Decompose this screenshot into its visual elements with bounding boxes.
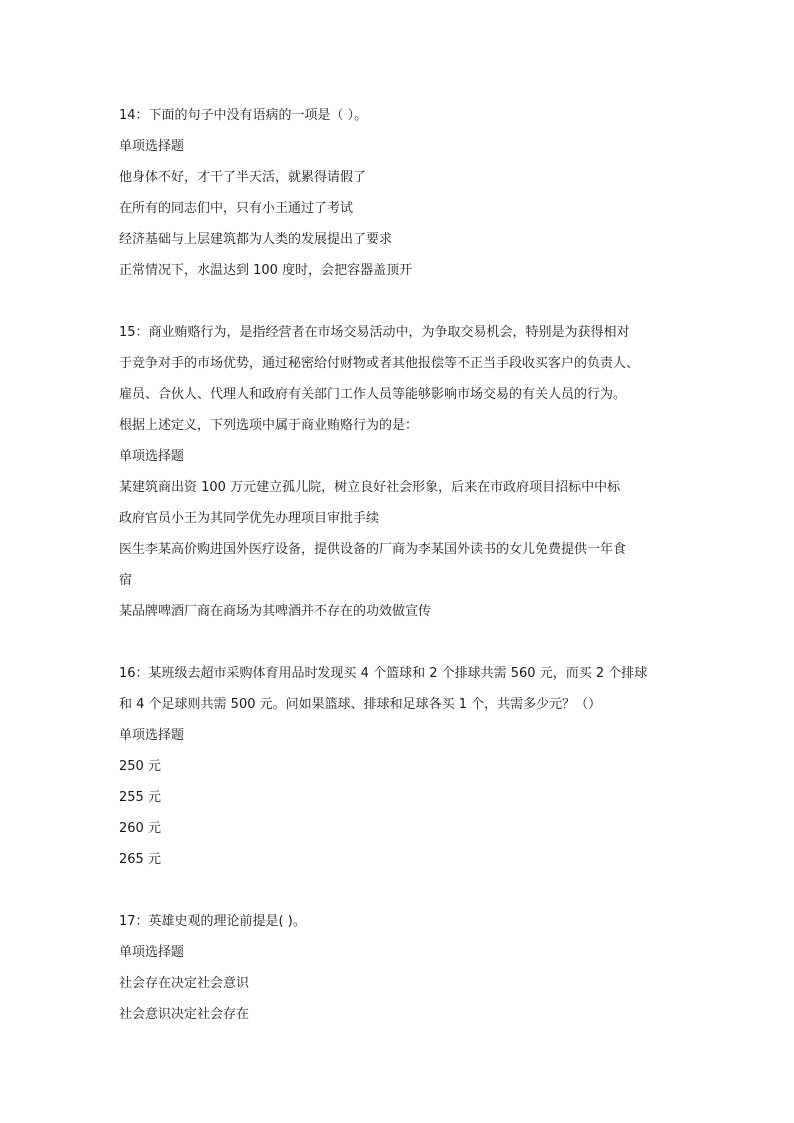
- question-type: 单项选择题: [119, 945, 185, 960]
- question-15: [119, 317, 679, 627]
- option-a: 某建筑商出资 100 万元建立孤儿院，树立良好社会形象，后来在市政府项目招标中中标: [119, 480, 621, 495]
- question-stem-line: 雇员、合伙人、代理人和政府有关部门工作人员等能够影响市场交易的有关人员的行为。: [119, 387, 627, 402]
- question-stem-line: 15：商业贿赂行为，是指经营者在市场交易活动中，为争取交易机会，特别是为获得相对: [119, 325, 630, 340]
- question-14: [119, 100, 679, 286]
- question-16: [119, 658, 679, 875]
- option-c: 260 元: [119, 821, 161, 836]
- option-c-continued: 宿: [119, 573, 133, 588]
- question-list: [119, 100, 679, 1030]
- option-a: 250 元: [119, 759, 161, 774]
- option-d: 265 元: [119, 852, 161, 867]
- option-a: 社会存在决定社会意识: [119, 976, 250, 991]
- option-b: 政府官员小王为其同学优先办理项目审批手续: [119, 511, 380, 526]
- question-type: 单项选择题: [119, 139, 185, 154]
- option-c: 经济基础与上层建筑都为人类的发展提出了要求: [119, 232, 393, 247]
- option-b: 在所有的同志们中，只有小王通过了考试: [119, 201, 354, 216]
- option-c: 医生李某高价购进国外医疗设备，提供设备的厂商为李某国外读书的女儿免费提供一年食: [119, 542, 627, 557]
- option-b: 社会意识决定社会存在: [119, 1007, 250, 1022]
- option-b: 255 元: [119, 790, 161, 805]
- question-stem-line: 和 4 个足球则共需 500 元。问如果篮球、排球和足球各买 1 个，共需多少元？（）: [119, 697, 602, 712]
- question-17: [119, 906, 679, 1030]
- question-type: 单项选择题: [119, 728, 185, 743]
- option-a: 他身体不好，才干了半天活，就累得请假了: [119, 170, 367, 185]
- question-stem-line: 16：某班级去超市采购体育用品时发现买 4 个篮球和 2 个排球共需 560 元，而买 2 个排球: [119, 666, 648, 681]
- question-type: 单项选择题: [119, 449, 185, 464]
- question-stem-line: 根据上述定义，下列选项中属于商业贿赂行为的是：: [119, 418, 419, 433]
- option-d: 某品牌啤酒厂商在商场为其啤酒并不存在的功效做宣传: [119, 604, 432, 619]
- question-stem-line: 17：英雄史观的理论前提是( )。: [119, 914, 306, 929]
- question-stem-line: 14：下面的句子中没有语病的一项是（ ）。: [119, 108, 368, 123]
- question-stem-line: 于竞争对手的市场优势，通过秘密给付财物或者其他报偿等不正当手段收买客户的负责人、: [119, 356, 640, 371]
- option-d: 正常情况下，水温达到 100 度时，会把容器盖顶开: [119, 263, 413, 278]
